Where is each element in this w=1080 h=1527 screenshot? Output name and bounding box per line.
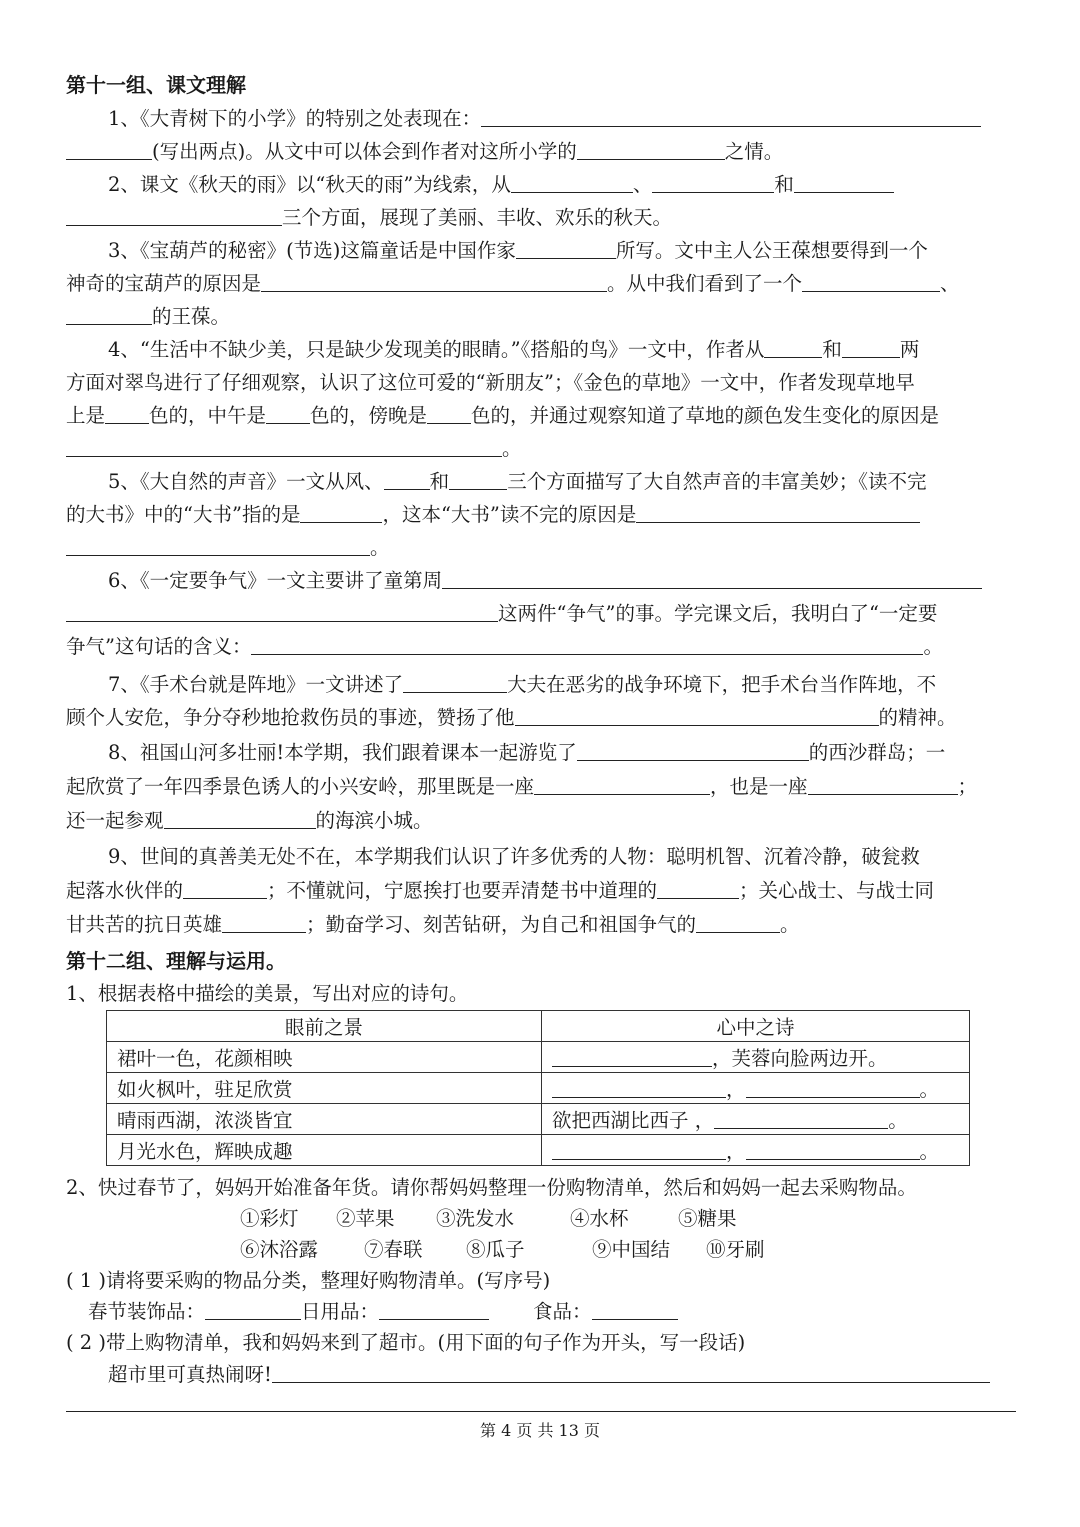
- answer-blank[interactable]: [261, 271, 607, 292]
- answer-blank[interactable]: [481, 106, 981, 127]
- item-list-row-1: [240, 1206, 737, 1232]
- question-4-cont: 方面对翠鸟进行了仔细观察，认识了这位可爱的“新朋友”；《金色的草地》一文中，作者发现草地早: [66, 371, 915, 394]
- question-3-cont2: 的王葆。: [66, 304, 1016, 330]
- list-item: ⑩牙刷: [706, 1238, 765, 1261]
- question-5: 5、《大自然的声音》一文从风、 和 三个方面描写了大自然声音的丰富美妙；《读不完: [108, 470, 927, 493]
- answer-blank[interactable]: [696, 912, 780, 933]
- answer-blank[interactable]: [746, 1077, 920, 1098]
- answer-blank[interactable]: [105, 403, 149, 424]
- answer-blank[interactable]: [552, 1139, 726, 1160]
- answer-blank[interactable]: [577, 740, 809, 761]
- question-7: 7、《手术台就是阵地》一文讲述了 大夫在恶劣的战争环境下，把手术台当作阵地，不: [108, 673, 937, 696]
- table-header: 眼前之景: [107, 1011, 542, 1042]
- answer-blank[interactable]: [714, 1108, 888, 1129]
- question-8-cont: 起欣赏了一年四季景色诱人的小兴安岭，那里既是一座 ，也是一座 ；: [66, 775, 978, 798]
- answer-blank[interactable]: [808, 774, 958, 795]
- section-12-title: 第十二组、理解与运用。: [66, 949, 286, 973]
- footer-divider: [66, 1411, 1016, 1412]
- question-4: 4、“生活中不缺少美，只是缺少发现美的眼睛。”《搭船的鸟》一文中，作者从 和 两: [108, 338, 920, 361]
- answer-blank[interactable]: [272, 1362, 990, 1383]
- answer-blank[interactable]: [164, 808, 316, 829]
- poem-cell: ， 。: [542, 1073, 970, 1104]
- answer-blank[interactable]: [534, 774, 710, 795]
- answer-blank[interactable]: [802, 271, 940, 292]
- answer-blank[interactable]: [66, 436, 502, 457]
- answer-blank[interactable]: [384, 469, 430, 490]
- question-8-cont2: 还一起参观 的海滨小城。: [66, 809, 433, 832]
- answer-blank[interactable]: [66, 304, 152, 325]
- list-item: ⑤糖果: [678, 1207, 737, 1230]
- answer-blank[interactable]: [403, 672, 507, 693]
- question-1: 1、《大青树下的小学》的特别之处表现在：: [66, 106, 1058, 132]
- answer-blank[interactable]: [652, 172, 774, 193]
- answer-blank[interactable]: [442, 568, 982, 589]
- answer-blank[interactable]: [427, 403, 471, 424]
- answer-blank[interactable]: [552, 1046, 712, 1067]
- question-3: 3、《宝葫芦的秘密》(节选)这篇童话是中国作家 所写。文中主人公王葆想要得到一个: [108, 239, 928, 262]
- answer-blank[interactable]: [66, 535, 370, 556]
- question-2: 2、课文《秋天的雨》以“秋天的雨”为线索，从 、 和: [66, 172, 1058, 198]
- answer-blank[interactable]: [577, 139, 725, 160]
- list-item: ③洗发水: [436, 1207, 515, 1230]
- list-item: ⑨中国结: [592, 1238, 671, 1261]
- shopping-categories: 春节装饰品： 日用品： 食品：: [66, 1299, 1038, 1325]
- answer-blank[interactable]: [552, 1077, 726, 1098]
- answer-blank[interactable]: [511, 172, 633, 193]
- answer-blank[interactable]: [746, 1139, 920, 1160]
- answer-blank[interactable]: [842, 337, 900, 358]
- poem-cell: ，芙蓉向脸两边开。: [542, 1042, 970, 1073]
- poem-table: [106, 1010, 970, 1166]
- list-item: ①彩灯: [240, 1207, 299, 1230]
- answer-blank[interactable]: [636, 502, 920, 523]
- answer-blank[interactable]: [592, 1299, 678, 1320]
- poem-cell: 欲把西湖比西子 ， 。: [542, 1104, 970, 1135]
- question-4-cont2: 上是 色的，中午是 色的，傍晚是 色的，并通过观察知道了草地的颜色发生变化的原因是: [66, 404, 940, 427]
- list-item: ⑦春联: [364, 1238, 423, 1261]
- question-6-cont: 这两件“争气”的事。学完课文后，我明白了“一定要: [66, 601, 1016, 627]
- section-11-title: 第十一组、课文理解: [66, 73, 246, 97]
- list-item: ⑥沐浴露: [240, 1238, 319, 1261]
- scene-cell: 晴雨西湖，浓淡皆宜: [107, 1104, 542, 1135]
- table-row: [107, 1042, 970, 1073]
- scene-cell: 如火枫叶，驻足欣赏: [107, 1073, 542, 1104]
- table-row: [107, 1073, 970, 1104]
- list-item: ②苹果: [336, 1207, 395, 1230]
- answer-blank[interactable]: [266, 403, 310, 424]
- question-1-cont: (写出两点)。从文中可以体会到作者对这所小学的 之情。: [66, 139, 1016, 165]
- answer-blank[interactable]: [183, 878, 267, 899]
- answer-blank[interactable]: [794, 172, 894, 193]
- question-3-cont: 神奇的宝葫芦的原因是 。从中我们看到了一个 、: [66, 272, 960, 295]
- answer-blank[interactable]: [657, 878, 739, 899]
- table-header-row: [107, 1011, 970, 1042]
- question-2-cont: 三个方面，展现了美丽、丰收、欢乐的秋天。: [66, 205, 1016, 231]
- answer-blank[interactable]: [251, 634, 923, 655]
- sub-question-2: ( 2 )带上购物清单，我和妈妈来到了超市。(用下面的句子作为开头，写一段话): [66, 1331, 746, 1354]
- question-9-cont: 起落水伙伴的 ；不懂就问，宁愿挨打也要弄清楚书中道理的 ；关心战士、与战士同: [66, 879, 935, 902]
- question-5-cont2: 。: [66, 535, 1016, 561]
- table-header: 心中之诗: [542, 1011, 970, 1042]
- page-number: 第 4 页 共 13 页: [480, 1421, 600, 1440]
- table-row: [107, 1135, 970, 1166]
- question-9: 9、世间的真善美无处不在，本学期我们认识了许多优秀的人物：聪明机智、沉着冷静，破瓮救: [108, 845, 920, 868]
- item-list-row-2: [240, 1237, 765, 1263]
- answer-blank[interactable]: [515, 705, 879, 726]
- answer-blank[interactable]: [379, 1299, 489, 1320]
- section-12-q2-prompt: 2、快过春节了，妈妈开始准备年货。请你帮妈妈整理一份购物清单，然后和妈妈一起去采购物品。: [66, 1176, 917, 1199]
- poem-cell: ， 。: [542, 1135, 970, 1166]
- answer-blank[interactable]: [66, 139, 152, 160]
- question-6: 6、《一定要争气》一文主要讲了童第周: [66, 568, 1058, 594]
- scene-cell: 裙叶一色，花颜相映: [107, 1042, 542, 1073]
- question-8: 8、祖国山河多壮丽!本学期，我们跟着课本一起游览了 的西沙群岛；一: [108, 741, 946, 764]
- scene-cell: 月光水色，辉映成趣: [107, 1135, 542, 1166]
- table-row: [107, 1104, 970, 1135]
- answer-blank[interactable]: [449, 469, 507, 490]
- answer-blank[interactable]: [66, 601, 498, 622]
- question-7-cont: 顾个人安危，争分夺秒地抢救伤员的事迹，赞扬了他 的精神。: [66, 706, 957, 729]
- question-6-cont2: 争气”这句话的含义： 。: [66, 635, 943, 658]
- list-item: ④水杯: [570, 1207, 629, 1230]
- answer-blank[interactable]: [300, 502, 382, 523]
- question-4-cont3: 。: [66, 436, 1016, 462]
- answer-blank[interactable]: [516, 238, 616, 259]
- answer-blank[interactable]: [222, 912, 306, 933]
- list-item: ⑧瓜子: [466, 1238, 525, 1261]
- sub-question-1: ( 1 )请将要采购的物品分类，整理好购物清单。(写序号): [66, 1269, 551, 1292]
- writing-opening: 超市里可真热闹呀!: [66, 1362, 1058, 1388]
- question-5-cont: 的大书》中的“大书”指的是 ，这本“大书”读不完的原因是: [66, 502, 1016, 528]
- answer-blank[interactable]: [66, 205, 282, 226]
- answer-blank[interactable]: [764, 337, 822, 358]
- question-9-cont2: 甘共苦的抗日英雄 ；勤奋学习、刻苦钻研，为自己和祖国争气的 。: [66, 913, 800, 936]
- answer-blank[interactable]: [205, 1299, 301, 1320]
- section-12-q1-prompt: 1、根据表格中描绘的美景，写出对应的诗句。: [66, 982, 469, 1005]
